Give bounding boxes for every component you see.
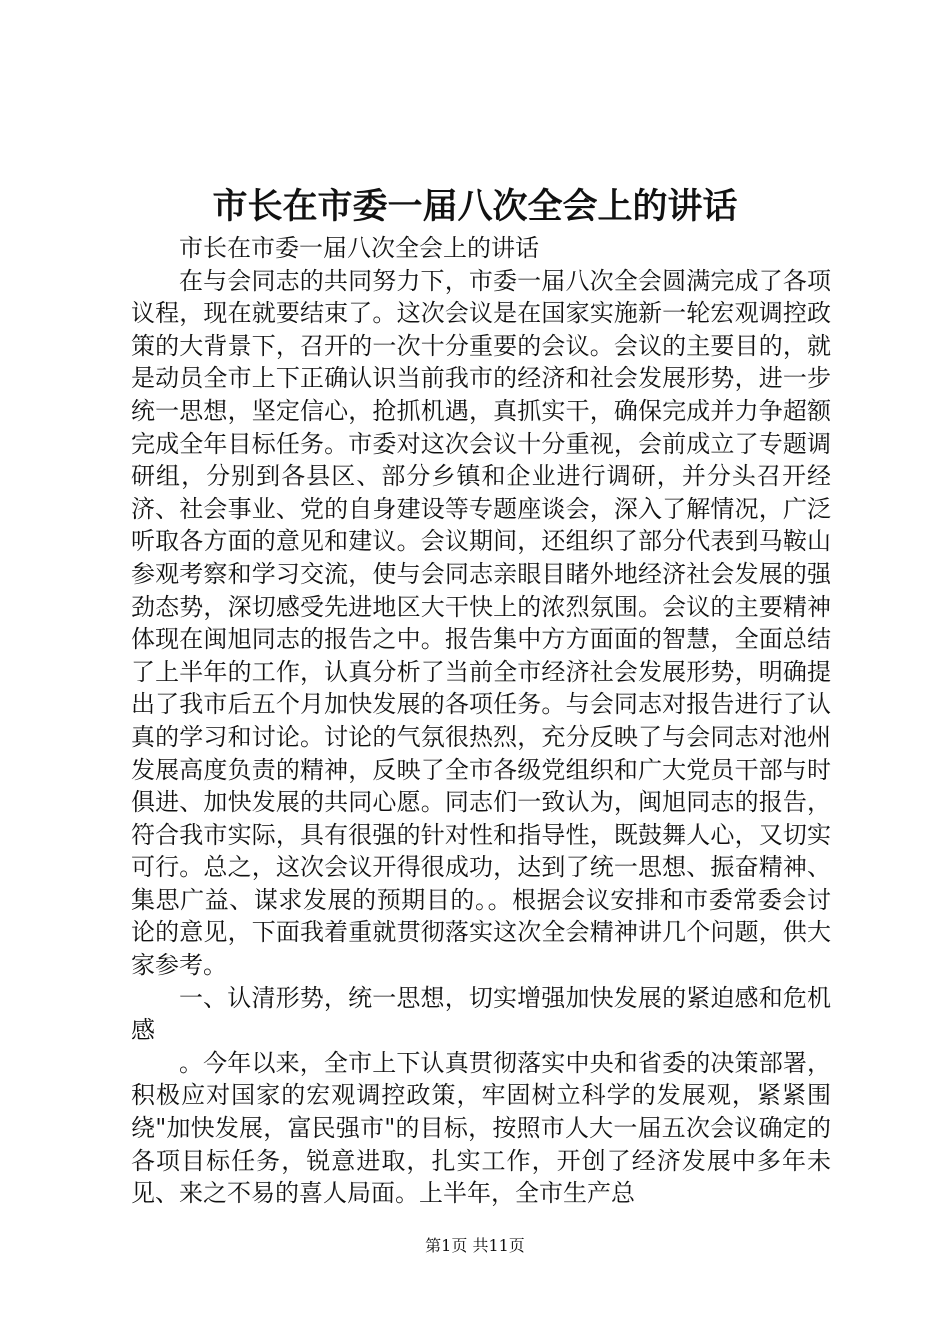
document-title: 市长在市委一届八次全会上的讲话 xyxy=(212,186,738,227)
document-body xyxy=(131,232,831,1210)
paragraph-subtitle: 市长在市委一届八次全会上的讲话 xyxy=(179,234,539,262)
page-footer: 第1页 共11页 xyxy=(425,1236,525,1255)
paragraph-section-heading: 一、认清形势，统一思想，切实增强加快发展的紧迫感和危机感 xyxy=(131,983,831,1045)
paragraph-section-body: 。今年以来，全市上下认真贯彻落实中央和省委的决策部署，积极应对国家的宏观调控政策，牢固树立科学的发展观，紧紧围绕"加快发展，富民强市"的目标，按照市人大一届五次会议确定的各项目标任务，锐意进取，扎实工作，开创了经济发展中多年未见、来之不易的喜人局面。上半年，全市生产总 xyxy=(131,1048,831,1208)
paragraph-intro: 在与会同志的共同努力下，市委一届八次全会圆满完成了各项议程，现在就要结束了。这次会议是在国家实施新一轮宏观调控政策的大背景下，召开的一次十分重要的会议。会议的主要目的，就是动员全市上下正确认识当前我市的经济和社会发展形势，进一步统一思想，坚定信心，抢抓机遇，真抓实干，确保完成并力争超额完成全年目标任务。市委对这次会议十分重视，会前成立了专题调研组，分别到各县区、部分乡镇和企业进行调研，并分头召开经济、社会事业、党的自身建设等专题座谈会，深入了解情况，广泛听取各方面的意见和建议。会议期间，还组织了部分代表到马鞍山参观考察和学习交流，使与会同志亲眼目睹外地经济社会发展的强劲态势，深切感受先进地区大干快上的浓烈氛围。会议的主要精神体现在闽旭同志的报告之中。报告集中方方面面的智慧，全面总结了上半年的工作，认真分析了当前全市经济社会发展形势，明确提出了我市后五个月加快发展的各项任务。与会同志对报告进行了认真的学习和讨论。讨论的气氛很热烈，充分反映了与会同志对池州发展高度负责的精神，反映了全市各级党组织和广大党员干部与时俱进、加快发展的共同心愿。同志们一致认为，闽旭同志的报告，符合我市实际，具有很强的针对性和指导性，既鼓舞人心，又切实可行。总之，这次会议开得很成功，达到了统一思想、振奋精神、集思广益、谋求发展的预期目的。。根据会议安排和市委常委会讨论的意见，下面我着重就贯彻落实这次全会精神讲几个问题，供大家参考。 xyxy=(131,266,831,980)
